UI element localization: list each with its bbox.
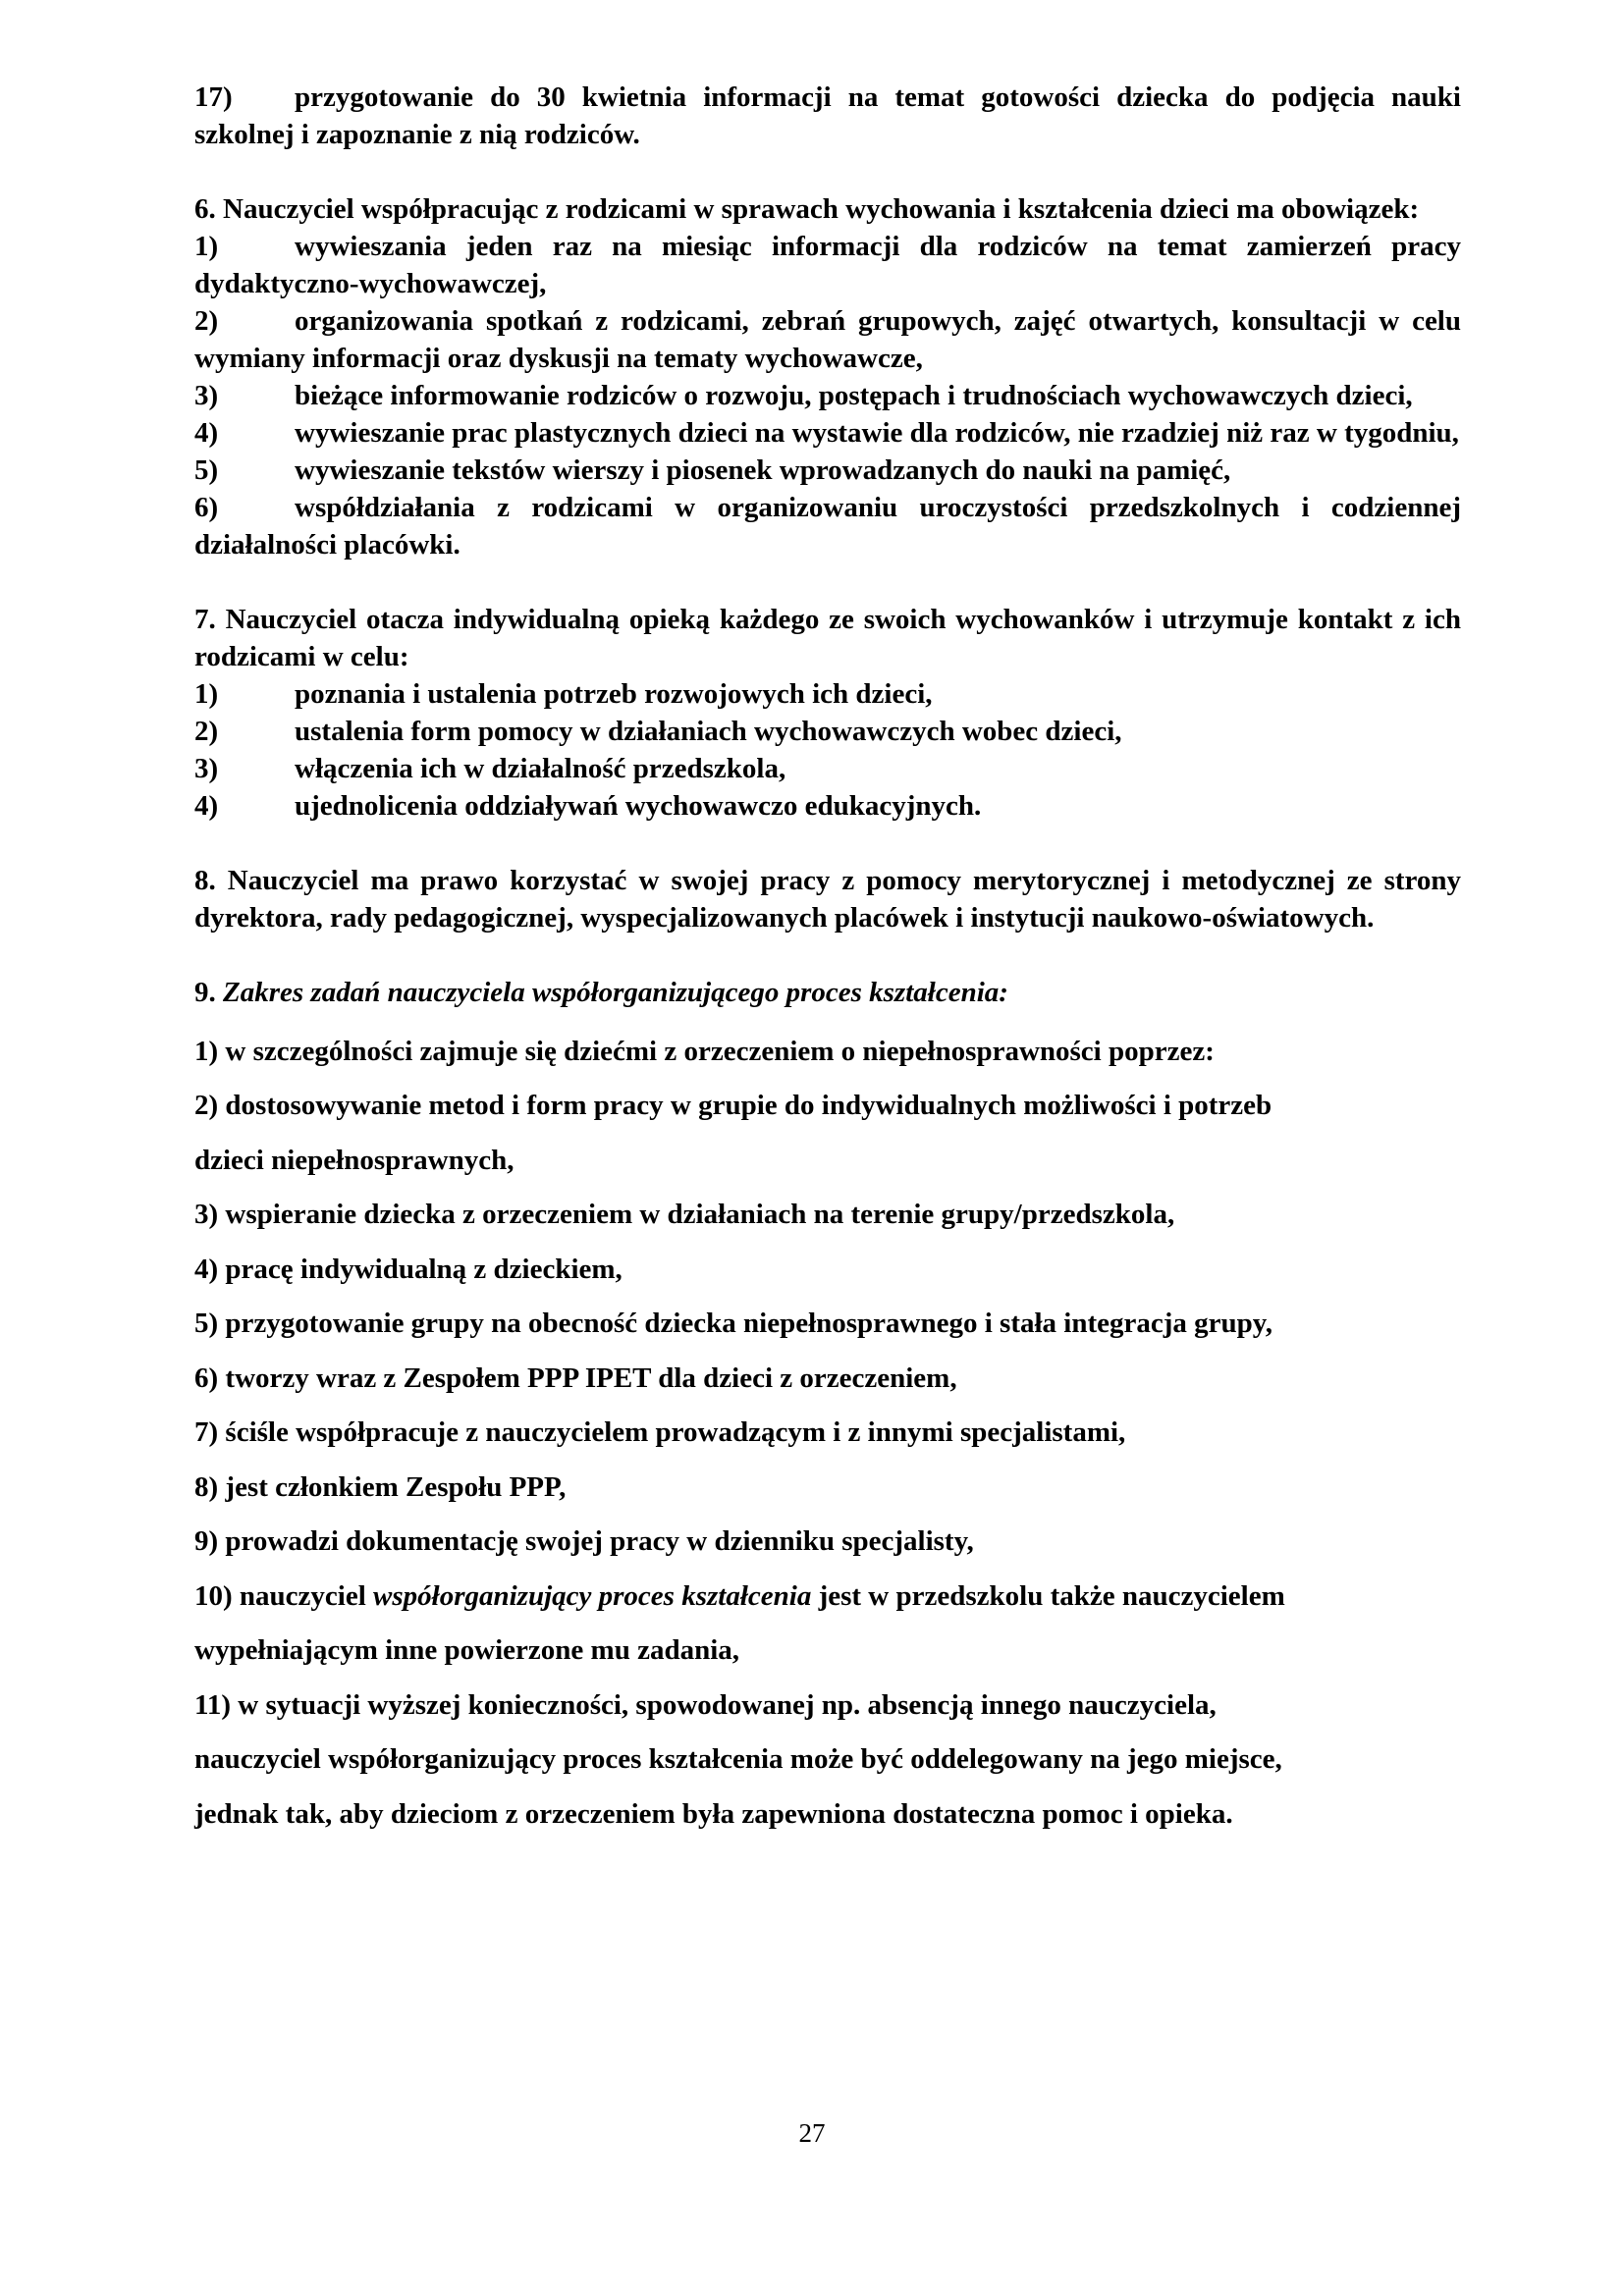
item-10-pre: 10) nauczyciel bbox=[194, 1579, 374, 1612]
list-item: 1) w szczególności zajmuje się dziećmi z orzeczeniem o niepełnosprawności poprzez: bbox=[194, 1035, 1215, 1067]
item-number: 3) bbox=[194, 753, 219, 784]
item-text: wywieszanie prac plastycznych dzieci na wystawie dla rodziców, nie rzadziej niż raz w tygodniu, bbox=[295, 417, 1459, 449]
section-7 bbox=[194, 601, 1461, 825]
item-text: wywieszania jeden raz na miesiąc informacji dla rodziców na temat zamierzeń pracy dydaktyczno-wychowawczej, bbox=[194, 231, 1461, 299]
item-number: 17) bbox=[194, 81, 233, 113]
item-number: 2) bbox=[194, 716, 219, 747]
item-text: ustalenia form pomocy w działaniach wychowawczych wobec dzieci, bbox=[295, 716, 1122, 747]
list-item bbox=[194, 377, 1461, 414]
item-text: przygotowanie do 30 kwietnia informacji na temat gotowości dziecka do podjęcia nauki szkolnej i zapoznanie z nią rodziców. bbox=[194, 81, 1461, 150]
list-item bbox=[194, 787, 1461, 825]
item-10-italic: współorganizujący proces kształcenia bbox=[373, 1579, 812, 1612]
list-item: 4) pracę indywidualną z dzieckiem, bbox=[194, 1253, 623, 1285]
list-item bbox=[194, 302, 1461, 377]
list-item: 5) przygotowanie grupy na obecność dziecka niepełnosprawnego i stała integracja grupy, bbox=[194, 1308, 1272, 1339]
list-item-continuation: dzieci niepełnosprawnych, bbox=[194, 1144, 514, 1176]
list-item: 8) jest członkiem Zespołu PPP, bbox=[194, 1470, 567, 1503]
section-9-number: 9. bbox=[194, 977, 216, 1008]
item-number: 4) bbox=[194, 417, 219, 449]
section-7-intro: 7. Nauczyciel otacza indywidualną opieką każdego ze swoich wychowanków i utrzymuje kontakt z ich rodzicami w celu: bbox=[194, 604, 1461, 672]
item-number: 6) bbox=[194, 492, 219, 523]
section-6-intro: 6. Nauczyciel współpracując z rodzicami w sprawach wychowania i kształcenia dzieci ma obowiązek: bbox=[194, 193, 1420, 225]
item-number: 1) bbox=[194, 231, 219, 262]
item-text: bieżące informowanie rodziców o rozwoju, postępach i trudnościach wychowawczych dzieci, bbox=[295, 380, 1413, 411]
list-item: 7) ściśle współpracuje z nauczycielem prowadzącym i z innymi specjalistami, bbox=[194, 1416, 1126, 1448]
list-item: 11) w sytuacji wyższej konieczności, spowodowanej np. absencją innego nauczyciela, bbox=[194, 1688, 1217, 1721]
list-item bbox=[194, 414, 1461, 452]
item-text: poznania i ustalenia potrzeb rozwojowych ich dzieci, bbox=[295, 678, 933, 710]
document-body bbox=[194, 79, 1461, 1842]
item-number: 3) bbox=[194, 380, 219, 411]
item-number: 2) bbox=[194, 305, 219, 337]
list-item-17 bbox=[194, 79, 1461, 153]
list-item-continuation: jednak tak, aby dzieciom z orzeczeniem była zapewniona dostateczna pomoc i opieka. bbox=[194, 1797, 1233, 1830]
list-item bbox=[194, 489, 1461, 563]
list-item: 2) dostosowywanie metod i form pracy w grupie do indywidualnych możliwości i potrzeb bbox=[194, 1090, 1272, 1121]
list-item bbox=[194, 713, 1461, 750]
list-item bbox=[194, 675, 1461, 713]
section-9 bbox=[194, 966, 1461, 1842]
item-text: organizowania spotkań z rodzicami, zebrań grupowych, zajęć otwartych, konsultacji w celu wymiany informacji oraz dyskusji na tematy wychowawcze, bbox=[194, 305, 1461, 374]
item-text: ujednolicenia oddziaływań wychowawczo edukacyjnych. bbox=[295, 790, 982, 822]
page-number: 27 bbox=[798, 2118, 826, 2148]
section-8 bbox=[194, 862, 1461, 936]
list-item-continuation: wypełniającym inne powierzone mu zadania, bbox=[194, 1634, 740, 1666]
item-text: włączenia ich w działalność przedszkola, bbox=[295, 753, 786, 784]
item-text: wywieszanie tekstów wierszy i piosenek wprowadzanych do nauki na pamięć, bbox=[295, 454, 1231, 486]
list-item bbox=[194, 750, 1461, 787]
item-number: 4) bbox=[194, 790, 219, 822]
list-item: 3) wspieranie dziecka z orzeczeniem w działaniach na terenie grupy/przedszkola, bbox=[194, 1199, 1175, 1230]
item-number: 1) bbox=[194, 678, 219, 710]
section-8-text: 8. Nauczyciel ma prawo korzystać w swojej pracy z pomocy merytorycznej i metodycznej ze strony dyrektora, rady pedagogicznej, wyspecjalizowanych placówek i instytucji naukowo-oświatowych. bbox=[194, 865, 1461, 934]
list-item bbox=[194, 228, 1461, 302]
list-item: 9) prowadzi dokumentację swojej pracy w dzienniku specjalisty, bbox=[194, 1525, 974, 1557]
list-item-10 bbox=[194, 1570, 1461, 1625]
section-6 bbox=[194, 190, 1461, 563]
list-item bbox=[194, 452, 1461, 489]
section-9-title: Zakres zadań nauczyciela współorganizującego proces kształcenia: bbox=[223, 977, 1008, 1008]
item-text: współdziałania z rodzicami w organizowaniu uroczystości przedszkolnych i codziennej działalności placówki. bbox=[194, 492, 1461, 561]
list-item-continuation: nauczyciel współorganizujący proces kształcenia może być oddelegowany na jego miejsce, bbox=[194, 1743, 1282, 1775]
section-9-heading bbox=[194, 966, 1461, 1021]
item-10-post: jest w przedszkolu także nauczycielem bbox=[811, 1579, 1285, 1612]
item-number: 5) bbox=[194, 454, 219, 486]
list-item: 6) tworzy wraz z Zespołem PPP IPET dla dzieci z orzeczeniem, bbox=[194, 1362, 957, 1394]
